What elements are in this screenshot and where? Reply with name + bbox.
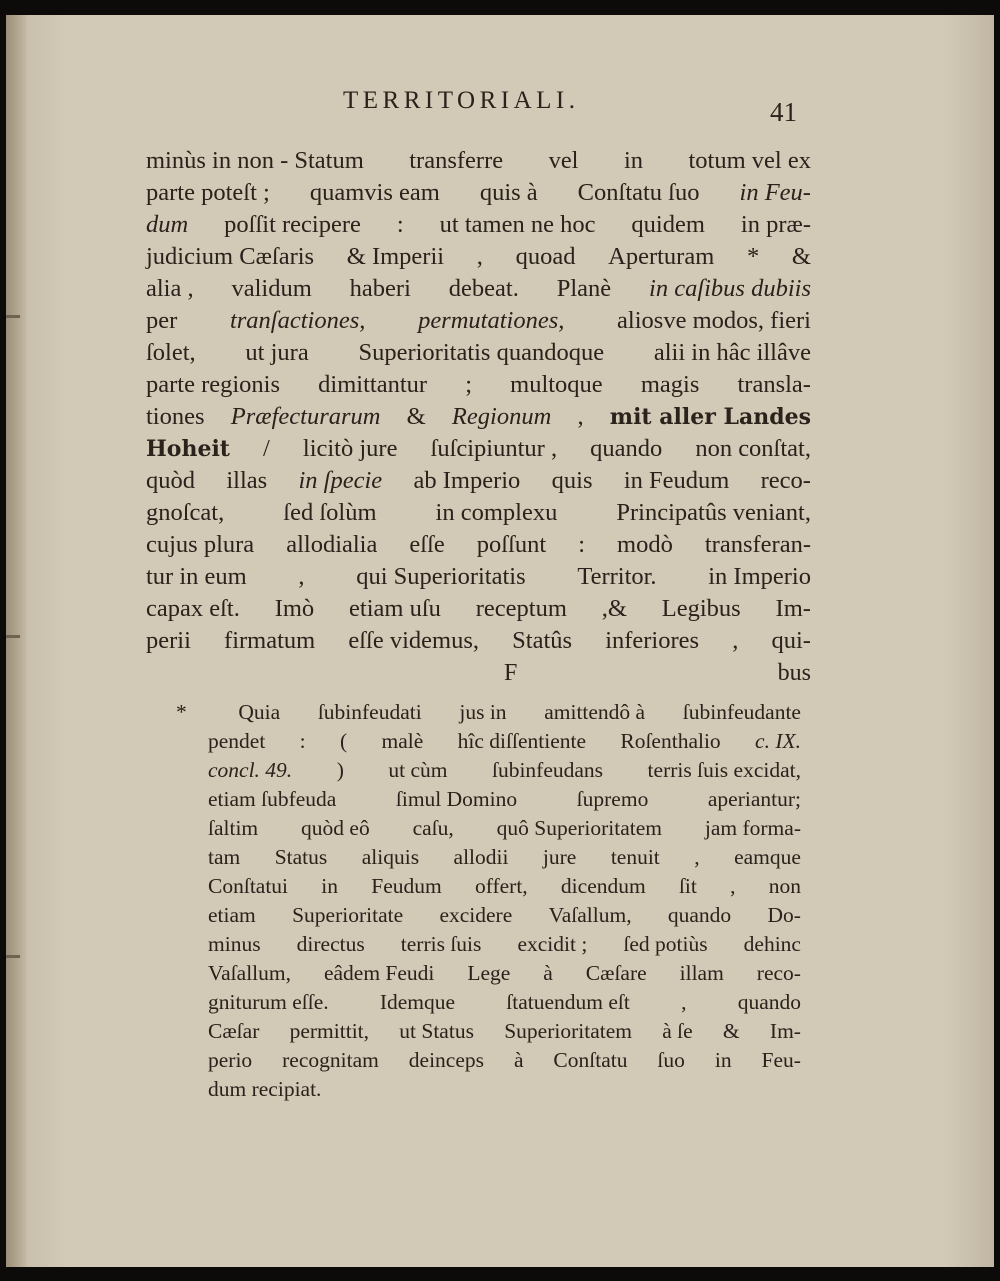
catchword: bus	[777, 660, 811, 686]
text-line	[146, 497, 811, 529]
text-segment: dum recipiat.	[208, 1077, 322, 1101]
text-segment: c. IX.	[755, 729, 801, 753]
text-segment: hîc diſſentiente	[457, 729, 587, 753]
text-segment: quidem	[631, 211, 705, 238]
footnote-line	[176, 785, 801, 814]
text-segment: Lege	[467, 961, 511, 985]
footnote-line	[176, 959, 801, 988]
text-segment: dimittantur	[318, 371, 428, 398]
footnote-line	[176, 930, 801, 959]
text-segment: in	[623, 147, 644, 174]
text-segment: recognitam	[282, 1048, 379, 1072]
text-segment: illam	[679, 961, 724, 985]
binding-thread	[6, 315, 20, 318]
text-segment: & Imperii	[346, 243, 445, 270]
text-segment: multoque	[510, 371, 603, 398]
text-segment: minùs in non - Statum	[146, 147, 364, 174]
text-segment: cujus plura	[146, 531, 255, 558]
page-number: 41	[770, 97, 797, 127]
running-title: TERRITORIALI.	[343, 87, 580, 114]
text-segment: jam forma-	[704, 816, 801, 840]
text-segment: quando	[667, 903, 732, 927]
footnote-line	[176, 843, 801, 872]
text-segment: Conſtatu	[553, 1048, 628, 1072]
text-segment: receptum	[475, 595, 567, 622]
text-segment: Im-	[769, 1019, 801, 1043]
text-line	[146, 593, 811, 625]
text-segment: Hoheit	[146, 436, 230, 462]
text-segment: quis	[551, 467, 593, 494]
text-segment: magis	[640, 371, 700, 398]
text-segment: validum	[231, 275, 312, 302]
text-line	[146, 401, 811, 433]
text-segment: offert,	[474, 874, 528, 898]
text-segment: gnoſcat,	[146, 499, 225, 526]
text-segment: ut Status	[399, 1019, 474, 1043]
text-segment: in	[321, 874, 338, 898]
signature-mark: F	[504, 660, 518, 686]
text-segment: terris ſuis excidat,	[647, 758, 801, 782]
text-segment: directus	[296, 932, 365, 956]
text-segment: quòd eô	[301, 816, 370, 840]
text-line	[146, 209, 811, 241]
text-segment: Do-	[767, 903, 801, 927]
text-segment: ,	[730, 874, 736, 898]
text-segment: ſuo	[657, 1048, 685, 1072]
text-segment: quando	[737, 990, 801, 1014]
text-segment: transla-	[737, 371, 811, 398]
text-segment: in Feudum	[623, 467, 730, 494]
text-segment: poſſunt	[476, 531, 547, 558]
text-segment: à ſe	[662, 1019, 693, 1043]
text-segment: tam	[208, 845, 241, 869]
text-segment: modò	[617, 531, 673, 558]
text-segment: Feu-	[761, 1048, 801, 1072]
text-segment: ,	[298, 563, 305, 590]
text-segment: Vaſallum,	[548, 903, 632, 927]
text-segment: Feudum	[371, 874, 442, 898]
text-segment: ut cùm	[388, 758, 448, 782]
text-segment: Vaſallum,	[208, 961, 291, 985]
text-segment: in Feu-	[739, 179, 811, 206]
footnote-line	[176, 756, 801, 785]
text-segment: ſubinfeudante	[682, 700, 801, 724]
text-segment: Planè	[556, 275, 612, 302]
text-segment: eſſe videmus,	[348, 627, 479, 654]
text-segment: eſſe	[409, 531, 445, 558]
text-segment: quando	[590, 435, 663, 462]
text-segment: ſuſcipiuntur ,	[430, 435, 558, 462]
text-segment: in complexu	[435, 499, 558, 526]
text-segment: Roſenthalio	[620, 729, 721, 753]
text-segment: excidere	[439, 903, 513, 927]
text-segment: eamque	[734, 845, 801, 869]
text-segment: ;	[465, 371, 472, 398]
text-segment: dum	[146, 211, 189, 238]
text-segment: quòd	[146, 467, 195, 494]
text-segment: Imò	[274, 595, 315, 622]
text-segment: caſu,	[412, 816, 454, 840]
text-segment: &	[722, 1019, 740, 1043]
text-segment: permutationes,	[418, 307, 565, 334]
text-segment: in	[714, 1048, 732, 1072]
text-segment: etiam ſubfeuda	[208, 787, 337, 811]
text-segment: ſubinfeudati	[317, 700, 422, 724]
text-segment: ſit	[678, 874, 697, 898]
text-segment: Præfecturarum	[230, 403, 381, 430]
text-segment: perii	[146, 627, 191, 654]
book-page	[6, 15, 994, 1267]
text-segment: non conſtat,	[695, 435, 811, 462]
text-segment: ut jura	[245, 339, 309, 366]
text-segment: ut tamen ne hoc	[439, 211, 596, 238]
text-segment: Territor.	[577, 563, 657, 590]
text-segment: à	[543, 961, 553, 985]
text-segment: allodii	[453, 845, 509, 869]
text-segment: excidit ;	[517, 932, 588, 956]
text-segment: inferiores	[605, 627, 700, 654]
text-segment: Status	[274, 845, 328, 869]
text-segment: quô Superioritatem	[496, 816, 663, 840]
footnote-line	[176, 872, 801, 901]
text-segment: Superioritatem	[504, 1019, 632, 1043]
text-segment: illas	[226, 467, 268, 494]
text-segment: dicendum	[560, 874, 646, 898]
text-segment: poſſit recipere	[224, 211, 361, 238]
signature-catchword-row	[146, 657, 811, 689]
footnote-marker: *	[176, 700, 187, 724]
text-segment: &	[791, 243, 811, 270]
text-segment: :	[299, 729, 306, 753]
text-segment: aliquis	[361, 845, 420, 869]
text-segment: minus	[208, 932, 261, 956]
footnote-line	[176, 1075, 801, 1104]
text-segment: ſtatuendum eſt	[506, 990, 630, 1014]
text-segment: Principatûs veniant,	[616, 499, 811, 526]
footnote-line	[176, 1046, 801, 1075]
text-line	[146, 369, 811, 401]
text-segment: concl. 49.	[208, 758, 293, 782]
text-segment: /	[263, 435, 270, 462]
text-segment: Conſtatu ſuo	[577, 179, 700, 206]
page-spine-edge	[6, 15, 26, 1267]
text-segment: :	[578, 531, 586, 558]
text-segment: parte regionis	[146, 371, 281, 398]
text-segment: aliosve modos, fieri	[617, 307, 811, 334]
text-segment: )	[336, 758, 344, 782]
text-segment: Quia	[238, 700, 281, 724]
text-segment: ſolet,	[146, 339, 196, 366]
text-segment: jure	[542, 845, 577, 869]
text-segment: per	[146, 307, 178, 334]
text-segment: parte poteſt ;	[146, 179, 270, 206]
text-segment: alia ,	[146, 275, 194, 302]
text-segment: allodialia	[286, 531, 378, 558]
text-segment: :	[396, 211, 404, 238]
text-segment: gniturum eſſe.	[208, 990, 329, 1014]
text-segment: jus in	[459, 700, 507, 724]
text-segment: amittendô à	[544, 700, 646, 724]
footnote-line	[176, 814, 801, 843]
text-segment: capax eſt.	[146, 595, 240, 622]
text-segment: Idemque	[379, 990, 456, 1014]
footnote-line	[176, 727, 801, 756]
text-segment: (	[339, 729, 348, 753]
text-segment: transferre	[409, 147, 504, 174]
text-segment: ,	[577, 403, 584, 430]
text-segment: ,	[732, 627, 739, 654]
text-segment: tenuit	[610, 845, 660, 869]
text-segment: ſed potiùs	[623, 932, 708, 956]
text-segment: ,	[694, 845, 700, 869]
text-segment: Legibus	[661, 595, 741, 622]
text-segment: firmatum	[224, 627, 316, 654]
text-line	[146, 433, 811, 465]
text-segment: quoad	[515, 243, 576, 270]
binding-thread	[6, 635, 20, 638]
text-segment: deinceps	[408, 1048, 484, 1072]
footnote-line	[176, 901, 801, 930]
text-segment: permittit,	[289, 1019, 370, 1043]
text-line	[146, 177, 811, 209]
text-segment: pendet	[208, 729, 266, 753]
text-segment: perio	[208, 1048, 253, 1072]
text-segment: in caſibus dubiis	[649, 275, 811, 302]
text-segment: ,	[476, 243, 483, 270]
text-line	[146, 529, 811, 561]
text-segment: totum vel ex	[688, 147, 811, 174]
text-segment: non	[768, 874, 801, 898]
text-segment: in præ-	[740, 211, 811, 238]
text-segment: ſaltim	[208, 816, 259, 840]
text-segment: ,	[681, 990, 687, 1014]
text-segment: tur in eum	[146, 563, 247, 590]
text-segment: transferan-	[704, 531, 811, 558]
text-segment: malè	[381, 729, 424, 753]
text-segment: Statûs	[512, 627, 573, 654]
text-segment: Aperturam	[608, 243, 715, 270]
text-segment: debeat.	[448, 275, 519, 302]
text-segment: vel	[548, 147, 579, 174]
text-segment: in Imperio	[708, 563, 811, 590]
text-segment: mit aller Landes	[609, 404, 811, 430]
text-segment: reco-	[760, 467, 811, 494]
text-segment: Im-	[775, 595, 811, 622]
text-segment: judicium Cæſaris	[146, 243, 315, 270]
text-segment: ſimul Domino	[395, 787, 518, 811]
text-segment: ,&	[601, 595, 627, 622]
text-segment: qui-	[771, 627, 811, 654]
text-segment: reco-	[756, 961, 801, 985]
text-segment: à	[513, 1048, 524, 1072]
text-line	[146, 273, 811, 305]
text-segment: ſupremo	[576, 787, 649, 811]
main-text-block	[146, 145, 811, 689]
text-segment: licitò jure	[302, 435, 398, 462]
text-segment: quis à	[479, 179, 538, 206]
text-segment: &	[406, 403, 426, 430]
text-segment: qui Superioritatis	[356, 563, 526, 590]
text-segment: Superioritate	[292, 903, 404, 927]
text-segment: tranſactiones,	[229, 307, 366, 334]
text-segment: *	[746, 243, 760, 270]
text-segment: Conſtatui	[208, 874, 289, 898]
text-line	[146, 465, 811, 497]
text-segment: ab Imperio	[413, 467, 521, 494]
text-segment: ſed ſolùm	[283, 499, 377, 526]
text-line	[146, 241, 811, 273]
footnote-line	[176, 988, 801, 1017]
binding-thread	[6, 955, 20, 958]
footnote-line	[176, 1017, 801, 1046]
footnote-block	[176, 698, 801, 1104]
text-line	[146, 305, 811, 337]
text-segment: Regionum	[451, 403, 552, 430]
text-segment: haberi	[349, 275, 411, 302]
text-segment: dehinc	[743, 932, 801, 956]
text-segment: etiam uſu	[349, 595, 441, 622]
text-segment: Cæſare	[585, 961, 647, 985]
text-segment: aperiantur;	[707, 787, 801, 811]
text-segment: Cæſar	[208, 1019, 260, 1043]
text-segment: alii in hâc illâve	[653, 339, 811, 366]
text-segment: terris ſuis	[400, 932, 482, 956]
text-segment: Superioritatis quandoque	[358, 339, 605, 366]
text-line	[146, 145, 811, 177]
text-segment: eâdem Feudi	[323, 961, 435, 985]
text-segment: tiones	[146, 403, 205, 430]
text-segment: etiam	[208, 903, 256, 927]
footnote-line	[176, 698, 801, 727]
text-segment: in ſpecie	[298, 467, 383, 494]
text-segment: ſubinfeudans	[491, 758, 604, 782]
text-line	[146, 625, 811, 657]
text-segment: quamvis eam	[309, 179, 440, 206]
text-line	[146, 337, 811, 369]
text-line	[146, 561, 811, 593]
